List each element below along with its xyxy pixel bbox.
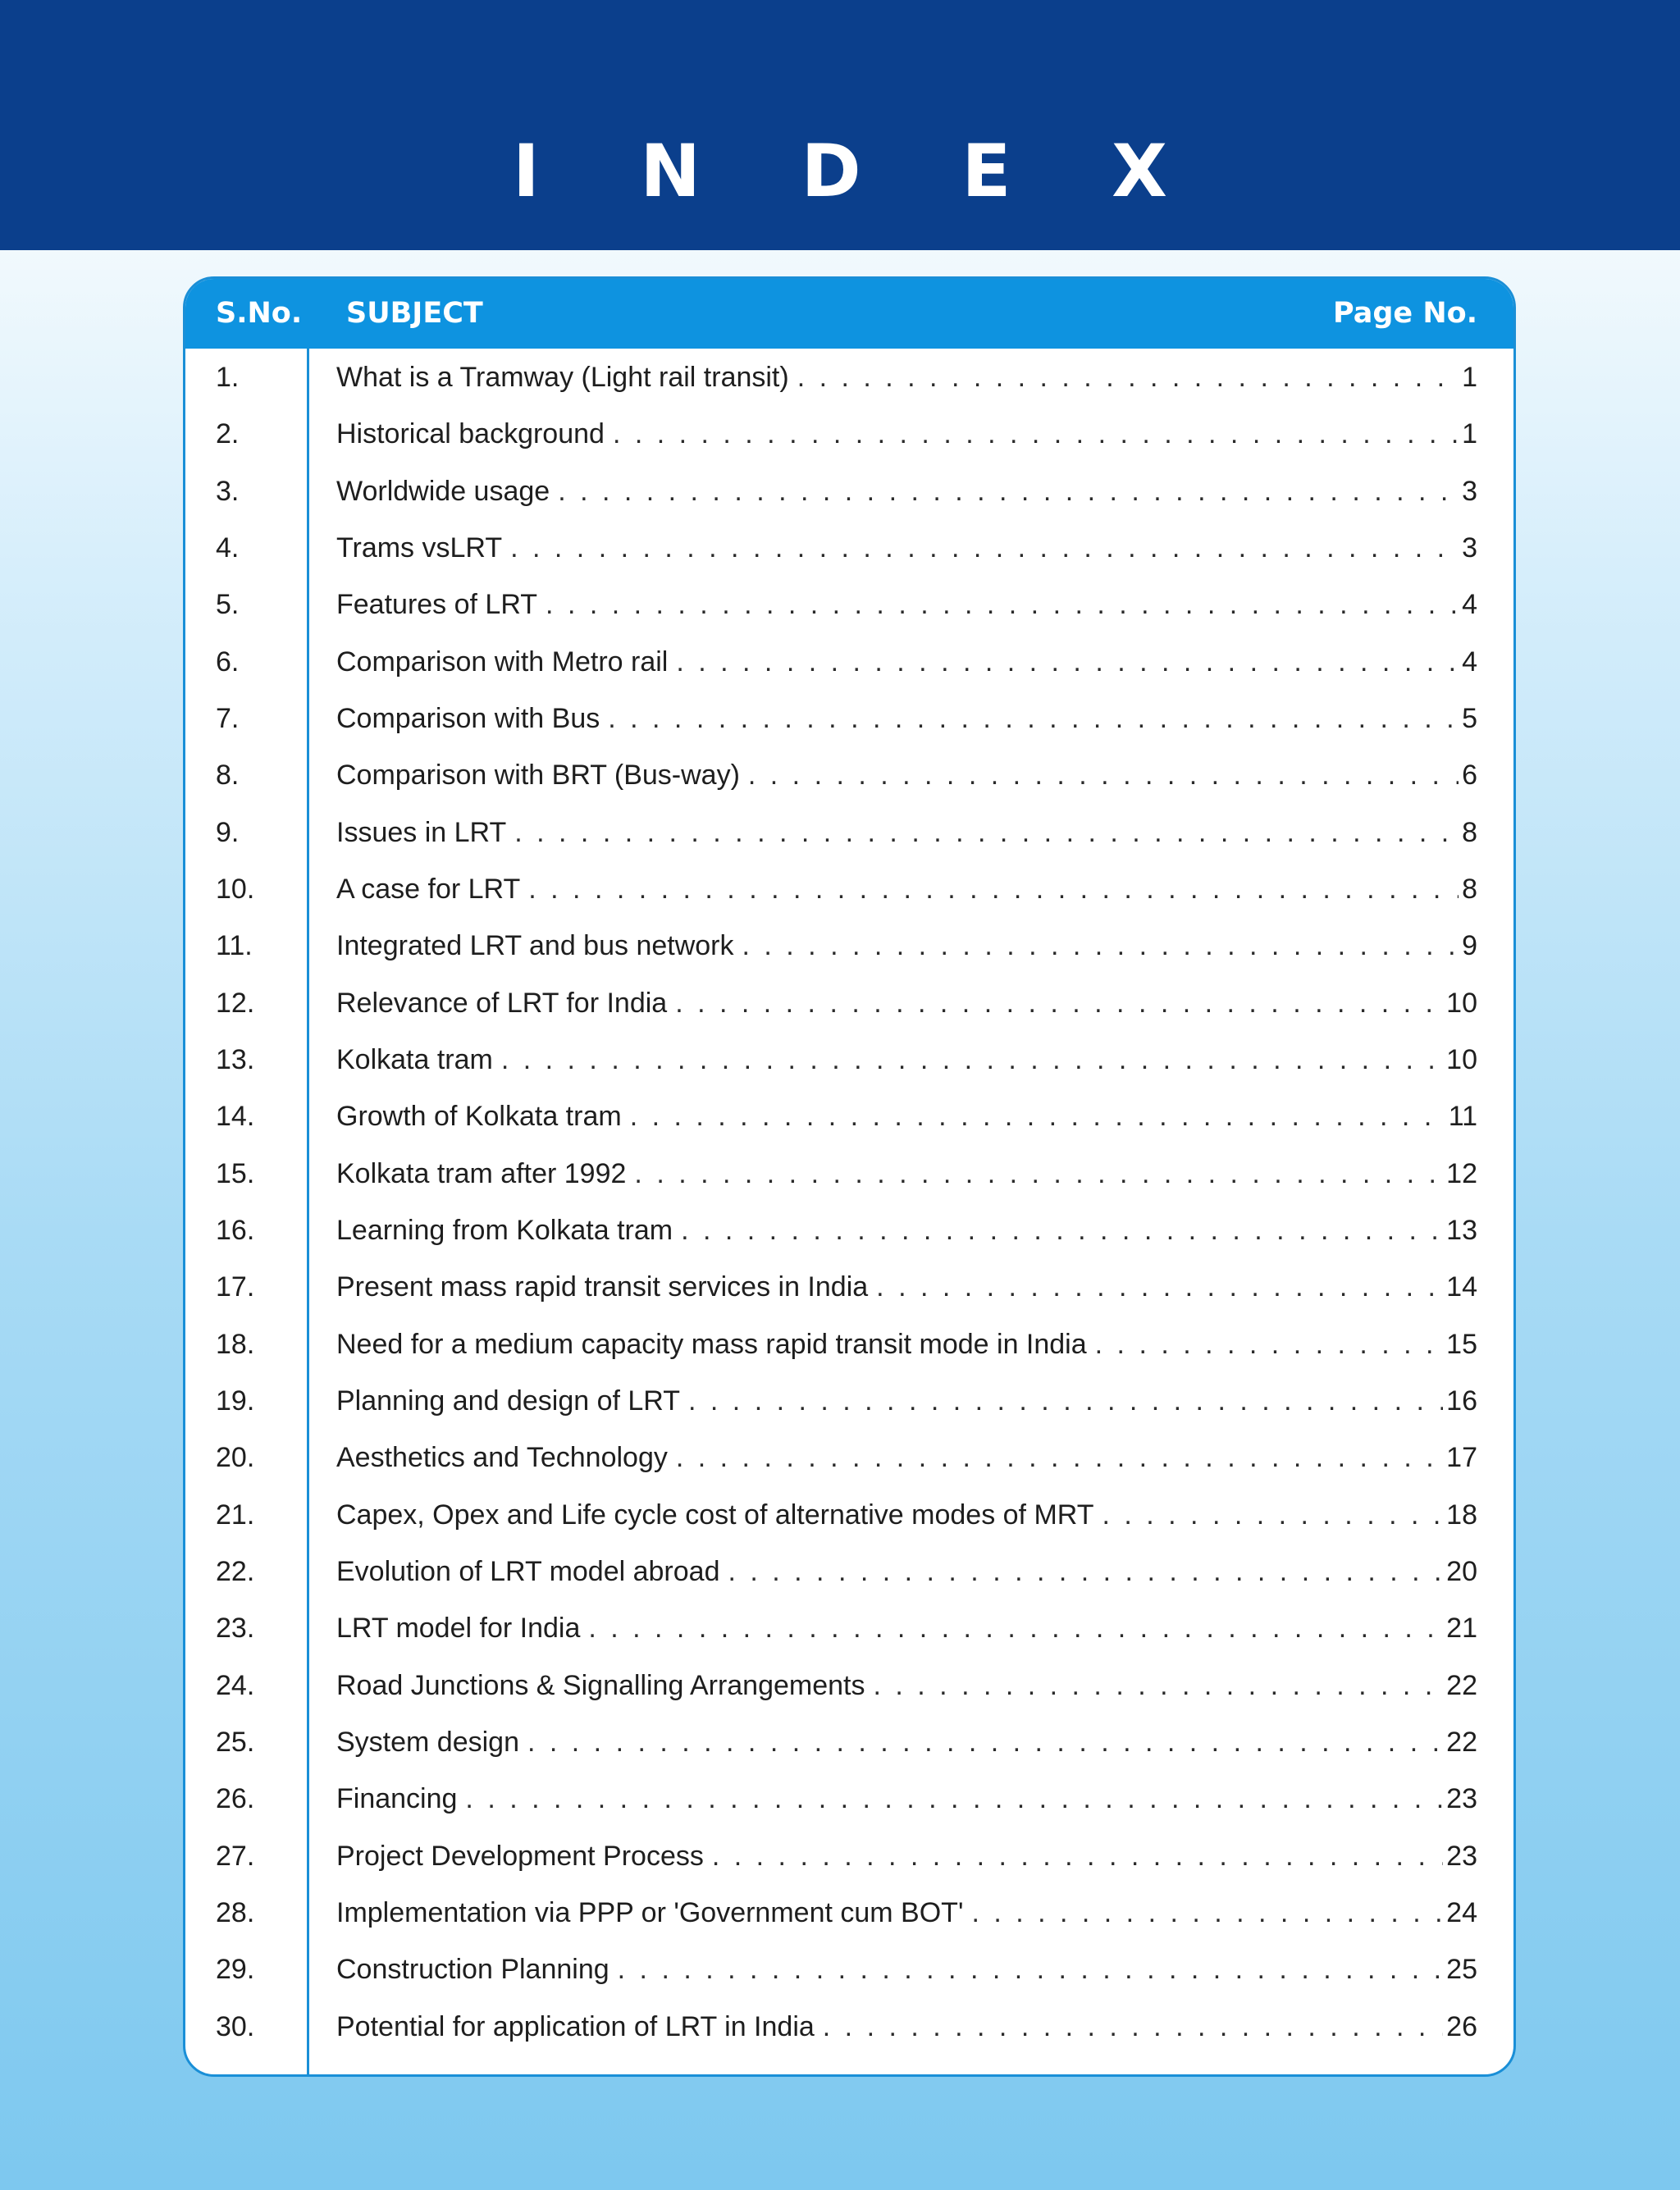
entry-line	[336, 588, 1477, 622]
entry-page-number: 4	[1462, 646, 1477, 678]
entry-line	[336, 1669, 1477, 1703]
entry-page-number: 16	[1446, 1385, 1477, 1417]
entry-title: Growth of Kolkata tram	[336, 1101, 622, 1133]
entry-number: 3.	[216, 475, 240, 507]
entry-title: Road Junctions & Signalling Arrangements	[336, 1669, 865, 1701]
entry-title: Need for a medium capacity mass rapid transit mode in India	[336, 1328, 1087, 1360]
index-entry	[185, 1941, 1513, 1997]
entry-number: 21.	[216, 1499, 255, 1531]
entry-page-number: 10	[1446, 1043, 1477, 1075]
entry-page-number: 23	[1446, 1783, 1477, 1815]
entry-title: Issues in LRT	[336, 816, 507, 848]
index-entry	[185, 746, 1513, 803]
entry-number: 27.	[216, 1840, 255, 1872]
entry-number: 23.	[216, 1613, 255, 1645]
index-entry	[185, 1429, 1513, 1485]
entry-line	[336, 475, 1477, 509]
entry-line	[336, 1385, 1477, 1418]
entry-line	[336, 1782, 1477, 1816]
dot-leader	[675, 987, 1443, 1020]
dot-leader	[728, 1555, 1443, 1589]
dot-leader	[823, 2010, 1443, 2044]
index-entry	[185, 917, 1513, 974]
dot-leader	[748, 759, 1459, 792]
entry-number: 4.	[216, 532, 240, 563]
index-entry	[185, 804, 1513, 860]
index-entry	[185, 1145, 1513, 1202]
dot-leader	[528, 873, 1459, 906]
entry-title: Aesthetics and Technology	[336, 1442, 668, 1474]
entry-line	[336, 1840, 1477, 1873]
entry-page-number: 8	[1462, 873, 1477, 905]
entry-title: Learning from Kolkata tram	[336, 1214, 673, 1246]
entry-title: A case for LRT	[336, 873, 521, 905]
entry-page-number: 10	[1446, 987, 1477, 1019]
entry-page-number: 3	[1462, 475, 1477, 507]
index-entry	[185, 860, 1513, 917]
index-entry	[185, 1316, 1513, 1372]
dot-leader	[971, 1896, 1443, 1930]
dot-leader	[514, 816, 1459, 850]
index-entry	[185, 576, 1513, 632]
table-header	[185, 279, 1513, 349]
entry-line	[336, 1499, 1477, 1532]
entry-line	[336, 929, 1477, 963]
entry-title: Features of LRT	[336, 589, 538, 621]
dot-leader	[876, 1271, 1443, 1304]
entry-number: 6.	[216, 646, 240, 678]
entry-number: 22.	[216, 1555, 255, 1587]
entry-number: 11.	[216, 930, 253, 962]
entry-number: 15.	[216, 1157, 255, 1189]
entry-number: 12.	[216, 987, 255, 1019]
entry-number: 14.	[216, 1101, 255, 1133]
index-entry	[185, 633, 1513, 690]
entry-page-number: 21	[1446, 1613, 1477, 1645]
dot-leader	[558, 475, 1459, 509]
entry-line	[336, 816, 1477, 850]
dot-leader	[712, 1840, 1443, 1873]
dot-leader	[634, 1157, 1443, 1191]
entry-number: 7.	[216, 702, 240, 734]
header-page-no: Page No.	[1333, 297, 1477, 330]
index-entry	[185, 1657, 1513, 1713]
dot-leader	[1102, 1499, 1443, 1532]
entry-page-number: 4	[1462, 589, 1477, 621]
index-entry	[185, 405, 1513, 462]
entry-line	[336, 646, 1477, 679]
dot-leader	[510, 532, 1459, 565]
entry-title: Relevance of LRT for India	[336, 987, 668, 1019]
entry-page-number: 14	[1446, 1271, 1477, 1303]
entry-number: 24.	[216, 1669, 255, 1701]
entry-title: What is a Tramway (Light rail transit)	[336, 362, 789, 393]
entry-line	[336, 2010, 1477, 2044]
entry-number: 2.	[216, 418, 240, 450]
dot-leader	[797, 361, 1459, 395]
entry-number: 16.	[216, 1214, 255, 1246]
index-entry	[185, 1258, 1513, 1315]
entry-number: 30.	[216, 2010, 255, 2042]
entry-page-number: 26	[1446, 2010, 1477, 2042]
entry-number: 28.	[216, 1896, 255, 1928]
entry-page-number: 22	[1446, 1669, 1477, 1701]
entry-number: 25.	[216, 1726, 255, 1758]
entry-page-number: 3	[1462, 532, 1477, 563]
entry-number: 26.	[216, 1783, 255, 1815]
index-entry	[185, 1088, 1513, 1144]
entry-number: 29.	[216, 1954, 255, 1986]
entry-number: 8.	[216, 760, 240, 792]
entry-page-number: 24	[1446, 1896, 1477, 1928]
entry-line	[336, 1441, 1477, 1475]
dot-leader	[618, 1953, 1444, 1987]
index-entry	[185, 1998, 1513, 2055]
header-sno: S.No.	[216, 297, 303, 330]
index-entry	[185, 1202, 1513, 1258]
entry-number: 13.	[216, 1043, 255, 1075]
entry-line	[336, 987, 1477, 1020]
entry-page-number: 13	[1446, 1214, 1477, 1246]
entry-title: System design	[336, 1726, 519, 1758]
index-table	[183, 276, 1516, 2077]
entry-line	[336, 1612, 1477, 1645]
entry-number: 1.	[216, 362, 240, 393]
entry-page-number: 8	[1462, 816, 1477, 848]
entry-title: Capex, Opex and Life cycle cost of alternative modes of MRT	[336, 1499, 1094, 1531]
index-entry	[185, 974, 1513, 1031]
dot-leader	[630, 1100, 1445, 1134]
entry-page-number: 11	[1448, 1101, 1477, 1133]
entry-title: Present mass rapid transit services in India	[336, 1271, 869, 1303]
entry-line	[336, 1953, 1477, 1987]
entry-title: Kolkata tram after 1992	[336, 1157, 627, 1189]
entry-page-number: 17	[1446, 1442, 1477, 1474]
entry-line	[336, 532, 1477, 565]
entry-page-number: 25	[1446, 1954, 1477, 1986]
entry-line	[336, 1555, 1477, 1589]
entry-title: Comparison with BRT (Bus-way)	[336, 760, 740, 792]
entry-title: Evolution of LRT model abroad	[336, 1555, 720, 1587]
entry-page-number: 1	[1462, 362, 1477, 393]
entry-page-number: 9	[1462, 930, 1477, 962]
index-entry	[185, 1486, 1513, 1543]
index-entry	[185, 1713, 1513, 1770]
index-entry	[185, 519, 1513, 576]
index-entries	[185, 349, 1513, 2055]
entry-page-number: 1	[1462, 418, 1477, 450]
entry-title: Comparison with Metro rail	[336, 646, 669, 678]
dot-leader	[742, 929, 1459, 963]
dot-leader	[608, 702, 1459, 736]
entry-number: 18.	[216, 1328, 255, 1360]
entry-number: 20.	[216, 1442, 255, 1474]
entry-line	[336, 873, 1477, 906]
dot-leader	[1095, 1328, 1444, 1362]
entry-page-number: 5	[1462, 702, 1477, 734]
dot-leader	[613, 417, 1459, 451]
entry-line	[336, 361, 1477, 395]
dot-leader	[676, 1441, 1443, 1475]
entry-line	[336, 1043, 1477, 1077]
dot-leader	[681, 1214, 1443, 1248]
dot-leader	[527, 1726, 1443, 1759]
dot-leader	[501, 1043, 1443, 1077]
entry-number: 19.	[216, 1385, 255, 1417]
entry-page-number: 12	[1446, 1157, 1477, 1189]
entry-title: Kolkata tram	[336, 1043, 493, 1075]
dot-leader	[546, 588, 1459, 622]
entry-number: 10.	[216, 873, 255, 905]
dot-leader	[676, 646, 1459, 679]
entry-line	[336, 1271, 1477, 1304]
entry-title: Integrated LRT and bus network	[336, 930, 734, 962]
header-subject: SUBJECT	[346, 297, 483, 330]
dot-leader	[688, 1385, 1443, 1418]
index-entry	[185, 349, 1513, 405]
entry-line	[336, 1726, 1477, 1759]
entry-page-number: 20	[1446, 1555, 1477, 1587]
dot-leader	[588, 1612, 1443, 1645]
index-entry	[185, 1827, 1513, 1884]
entry-title: Planning and design of LRT	[336, 1385, 681, 1417]
entry-line	[336, 759, 1477, 792]
entry-number: 5.	[216, 589, 240, 621]
entry-page-number: 15	[1446, 1328, 1477, 1360]
index-entry	[185, 1599, 1513, 1656]
entry-page-number: 18	[1446, 1499, 1477, 1531]
entry-title: Trams vsLRT	[336, 532, 503, 563]
index-entry	[185, 1770, 1513, 1827]
entry-title: Potential for application of LRT in India	[336, 2010, 815, 2042]
entry-page-number: 6	[1462, 760, 1477, 792]
entry-title: Implementation via PPP or 'Government cum BOT'	[336, 1896, 964, 1928]
index-entry	[185, 463, 1513, 519]
entry-line	[336, 1157, 1477, 1191]
entry-line	[336, 417, 1477, 451]
title-banner	[0, 0, 1680, 250]
entry-line	[336, 1328, 1477, 1362]
entry-line	[336, 1100, 1477, 1134]
entry-title: Construction Planning	[336, 1954, 609, 1986]
entry-title: Project Development Process	[336, 1840, 704, 1872]
entry-page-number: 23	[1446, 1840, 1477, 1872]
entry-line	[336, 1896, 1477, 1930]
entry-title: Financing	[336, 1783, 458, 1815]
dot-leader	[874, 1669, 1444, 1703]
page-title: I N D E X	[513, 129, 1205, 213]
entry-page-number: 22	[1446, 1726, 1477, 1758]
entry-line	[336, 1214, 1477, 1248]
dot-leader	[465, 1782, 1443, 1816]
index-entry	[185, 1372, 1513, 1429]
index-entry	[185, 1884, 1513, 1941]
entry-title: Worldwide usage	[336, 475, 550, 507]
entry-number: 9.	[216, 816, 240, 848]
entry-title: LRT model for India	[336, 1613, 581, 1645]
index-entry	[185, 1031, 1513, 1088]
entry-title: Historical background	[336, 418, 605, 450]
entry-title: Comparison with Bus	[336, 702, 600, 734]
index-entry	[185, 1543, 1513, 1599]
entry-number: 17.	[216, 1271, 255, 1303]
entry-line	[336, 702, 1477, 736]
index-entry	[185, 690, 1513, 746]
